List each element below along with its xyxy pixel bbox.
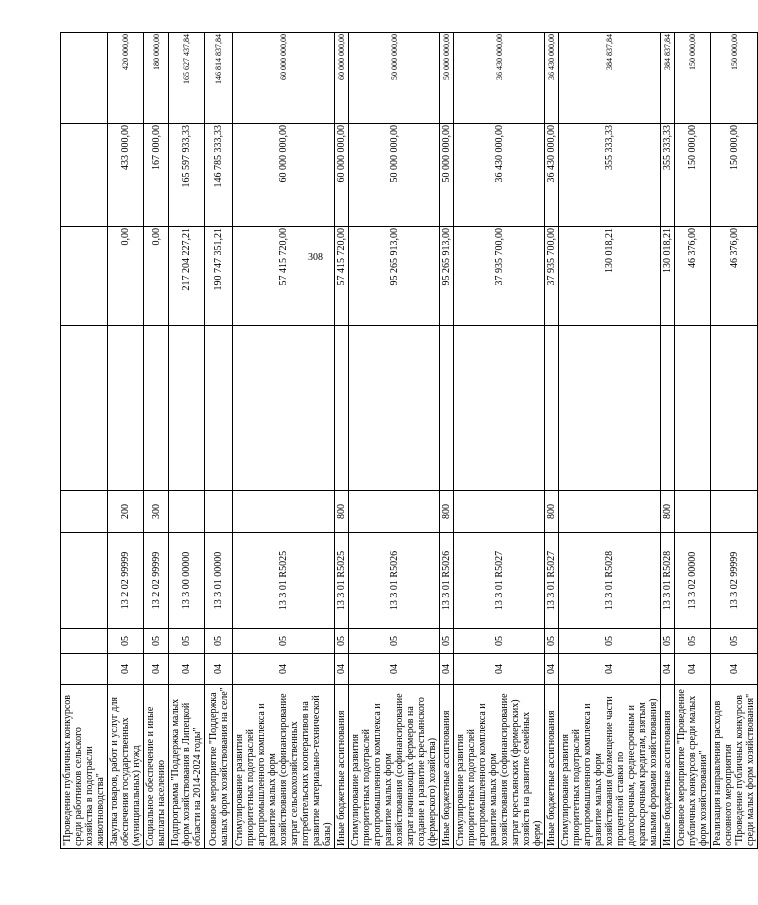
cell-name: Стимулирование развития приоритетных подотраслей агропромышленного комплекса и развитие малых форм хозяйствования (софинансирование затрат сельскохозяйственных потребительских кооперативов на развитие материально-технической базы) [233,685,335,849]
cell-name: Иные бюджетные ассигнования [545,685,559,849]
table-row [233,33,335,849]
cell-group [61,654,108,685]
cell-name: Закупка товаров, работ и услуг для обеспечения государственных (муниципальных) нужд [108,685,144,849]
cell-target-article: 13 3 02 00000 [675,533,711,629]
cell-amount-2 [61,227,108,326]
cell-amount-2: 37 935 700,00 [454,227,545,326]
cell-amount-1 [169,326,205,491]
cell-amount-1 [335,326,349,491]
table-body [61,33,758,849]
cell-group: 04 [108,654,144,685]
budget-table [60,32,758,849]
cell-name: Основное мероприятие "Проведение публичных конкурсов среди малых форм хозяйствования" [675,685,711,849]
cell-amount-2: 57 415 720,00 [233,227,335,326]
cell-amount-4: 180 000,00 [144,33,169,124]
cell-amount-2: 46 376,00 [711,227,758,326]
table-row [559,33,661,849]
cell-expense-type [675,491,711,533]
cell-group: 04 [144,654,169,685]
cell-amount-2: 217 204 227,21 [169,227,205,326]
cell-group: 04 [233,654,335,685]
cell-amount-2: 190 747 351,21 [205,227,233,326]
cell-name: Иные бюджетные ассигнования [440,685,454,849]
cell-expense-type [559,491,661,533]
cell-amount-1 [349,326,440,491]
cell-amount-3: 50 000 000,00 [440,124,454,227]
table-row [205,33,233,849]
cell-section: 05 [454,629,545,654]
cell-name: "Проведение публичных конкурсов среди работников сельского хозяйства в подотрасли животноводства" [61,685,108,849]
cell-target-article: 13 3 01 R5025 [335,533,349,629]
cell-section: 05 [711,629,758,654]
table-row [108,33,144,849]
cell-expense-type: 800 [545,491,559,533]
cell-name: Социальное обеспечение и иные выплаты населению [144,685,169,849]
cell-amount-1 [205,326,233,491]
table-row [349,33,440,849]
cell-section: 05 [108,629,144,654]
cell-target-article: 13 3 01 R5028 [559,533,661,629]
cell-name: Основное мероприятие "Поддержка малых форм хозяйствования на селе" [205,685,233,849]
cell-expense-type [349,491,440,533]
cell-amount-2: 0,00 [108,227,144,326]
cell-expense-type [233,491,335,533]
cell-amount-2: 95 265 913,00 [349,227,440,326]
cell-amount-3: 355 333,33 [559,124,661,227]
cell-amount-1 [454,326,545,491]
cell-target-article: 13 3 01 R5025 [233,533,335,629]
cell-amount-3 [61,124,108,227]
cell-name: Реализация направления расходов основного мероприятия "Проведение публичных конкурсов среди малых форм хозяйствования" [711,685,758,849]
budget-table-wrapper [60,33,756,849]
cell-section: 05 [349,629,440,654]
cell-target-article [61,533,108,629]
table-row [545,33,559,849]
cell-group: 04 [675,654,711,685]
cell-section: 05 [545,629,559,654]
cell-section: 05 [661,629,675,654]
cell-amount-1 [233,326,335,491]
cell-group: 04 [440,654,454,685]
cell-amount-3: 146 785 333,33 [205,124,233,227]
table-row [61,33,108,849]
cell-expense-type: 800 [661,491,675,533]
table-row [711,33,758,849]
cell-name: Подпрограмма "Поддержка малых форм хозяйствования в Липецкой области на 2014-2024 годы" [169,685,205,849]
cell-target-article: 13 3 01 00000 [205,533,233,629]
cell-expense-type [454,491,545,533]
cell-group: 04 [454,654,545,685]
cell-expense-type: 300 [144,491,169,533]
cell-amount-1 [545,326,559,491]
cell-section: 05 [144,629,169,654]
cell-amount-3: 150 000,00 [675,124,711,227]
cell-name: Иные бюджетные ассигнования [661,685,675,849]
cell-amount-1 [711,326,758,491]
cell-section: 05 [169,629,205,654]
cell-group: 04 [169,654,205,685]
table-row [440,33,454,849]
cell-group: 04 [661,654,675,685]
cell-section: 05 [559,629,661,654]
cell-section: 05 [205,629,233,654]
cell-name: Стимулирование развития приоритетных подотраслей агропромышленного комплекса и развитие малых форм хозяйствования (софинансирование затрат крестьянских (фермерских) хозяйств на развитие семейных ферм) [454,685,545,849]
cell-amount-2: 95 265 913,00 [440,227,454,326]
cell-amount-4: 50 000 000,00 [349,33,440,124]
cell-amount-3: 36 430 000,00 [454,124,545,227]
cell-section: 05 [440,629,454,654]
cell-target-article: 13 3 02 99999 [711,533,758,629]
cell-amount-4 [61,33,108,124]
page-number: 308 [308,252,323,263]
cell-amount-4: 384 837,84 [559,33,661,124]
cell-section: 05 [675,629,711,654]
cell-amount-2: 46 376,00 [675,227,711,326]
cell-target-article: 13 2 02 99999 [144,533,169,629]
cell-amount-4: 165 627 437,84 [169,33,205,124]
cell-amount-4: 36 430 000,00 [454,33,545,124]
cell-amount-1 [144,326,169,491]
cell-amount-3: 50 000 000,00 [349,124,440,227]
cell-amount-4: 60 000 000,00 [233,33,335,124]
cell-expense-type [711,491,758,533]
cell-target-article: 13 2 02 99999 [108,533,144,629]
cell-amount-4: 36 430 000,00 [545,33,559,124]
cell-amount-1 [108,326,144,491]
cell-amount-1 [675,326,711,491]
table-row [335,33,349,849]
cell-expense-type [205,491,233,533]
cell-amount-4: 420 000,00 [108,33,144,124]
cell-name: Стимулирование развития приоритетных подотраслей агропромышленного комплекса и развитие малых форм хозяйствования (софинансирование затрат начинающих фермеров на создание и развитие крестьянского (фермерского) хозяйства) [349,685,440,849]
table-row [675,33,711,849]
cell-amount-3: 60 000 000,00 [233,124,335,227]
cell-target-article: 13 3 01 R5026 [349,533,440,629]
cell-amount-3: 60 000 000,00 [335,124,349,227]
cell-expense-type: 200 [108,491,144,533]
cell-expense-type: 800 [335,491,349,533]
table-row [661,33,675,849]
table-row [144,33,169,849]
cell-amount-1 [61,326,108,491]
cell-amount-3: 165 597 933,33 [169,124,205,227]
cell-group: 04 [349,654,440,685]
cell-amount-3: 150 000,00 [711,124,758,227]
cell-section: 05 [335,629,349,654]
cell-expense-type: 800 [440,491,454,533]
cell-amount-2: 130 018,21 [559,227,661,326]
cell-group: 04 [559,654,661,685]
table-row [454,33,545,849]
cell-target-article: 13 3 01 R5027 [545,533,559,629]
cell-amount-1 [440,326,454,491]
cell-amount-4: 146 814 837,84 [205,33,233,124]
cell-section [61,629,108,654]
cell-amount-3: 167 000,00 [144,124,169,227]
cell-target-article: 13 3 01 R5026 [440,533,454,629]
cell-name: Иные бюджетные ассигнования [335,685,349,849]
cell-expense-type [61,491,108,533]
cell-amount-2: 130 018,21 [661,227,675,326]
cell-target-article: 13 3 00 00000 [169,533,205,629]
cell-amount-2: 0,00 [144,227,169,326]
cell-amount-4: 50 000 000,00 [440,33,454,124]
cell-amount-1 [559,326,661,491]
cell-section: 05 [233,629,335,654]
cell-amount-2: 57 415 720,00 [335,227,349,326]
cell-group: 04 [711,654,758,685]
cell-target-article: 13 3 01 R5027 [454,533,545,629]
cell-amount-2: 37 935 700,00 [545,227,559,326]
cell-target-article: 13 3 01 R5028 [661,533,675,629]
cell-amount-3: 36 430 000,00 [545,124,559,227]
cell-amount-4: 384 837,84 [661,33,675,124]
cell-amount-3: 433 000,00 [108,124,144,227]
cell-expense-type [169,491,205,533]
cell-amount-4: 150 000,00 [711,33,758,124]
cell-amount-3: 355 333,33 [661,124,675,227]
cell-group: 04 [335,654,349,685]
cell-name: Стимулирование развития приоритетных подотраслей агропромышленного комплекса и развитие малых форм хозяйствования (возмещение части процентной ставки по долгосрочным, среднесрочным и краткосрочным кредитам, взятым малыми формами хозяйствования) [559,685,661,849]
cell-amount-1 [661,326,675,491]
cell-amount-4: 60 000 000,00 [335,33,349,124]
cell-group: 04 [205,654,233,685]
cell-amount-4: 150 000,00 [675,33,711,124]
table-row [169,33,205,849]
cell-group: 04 [545,654,559,685]
